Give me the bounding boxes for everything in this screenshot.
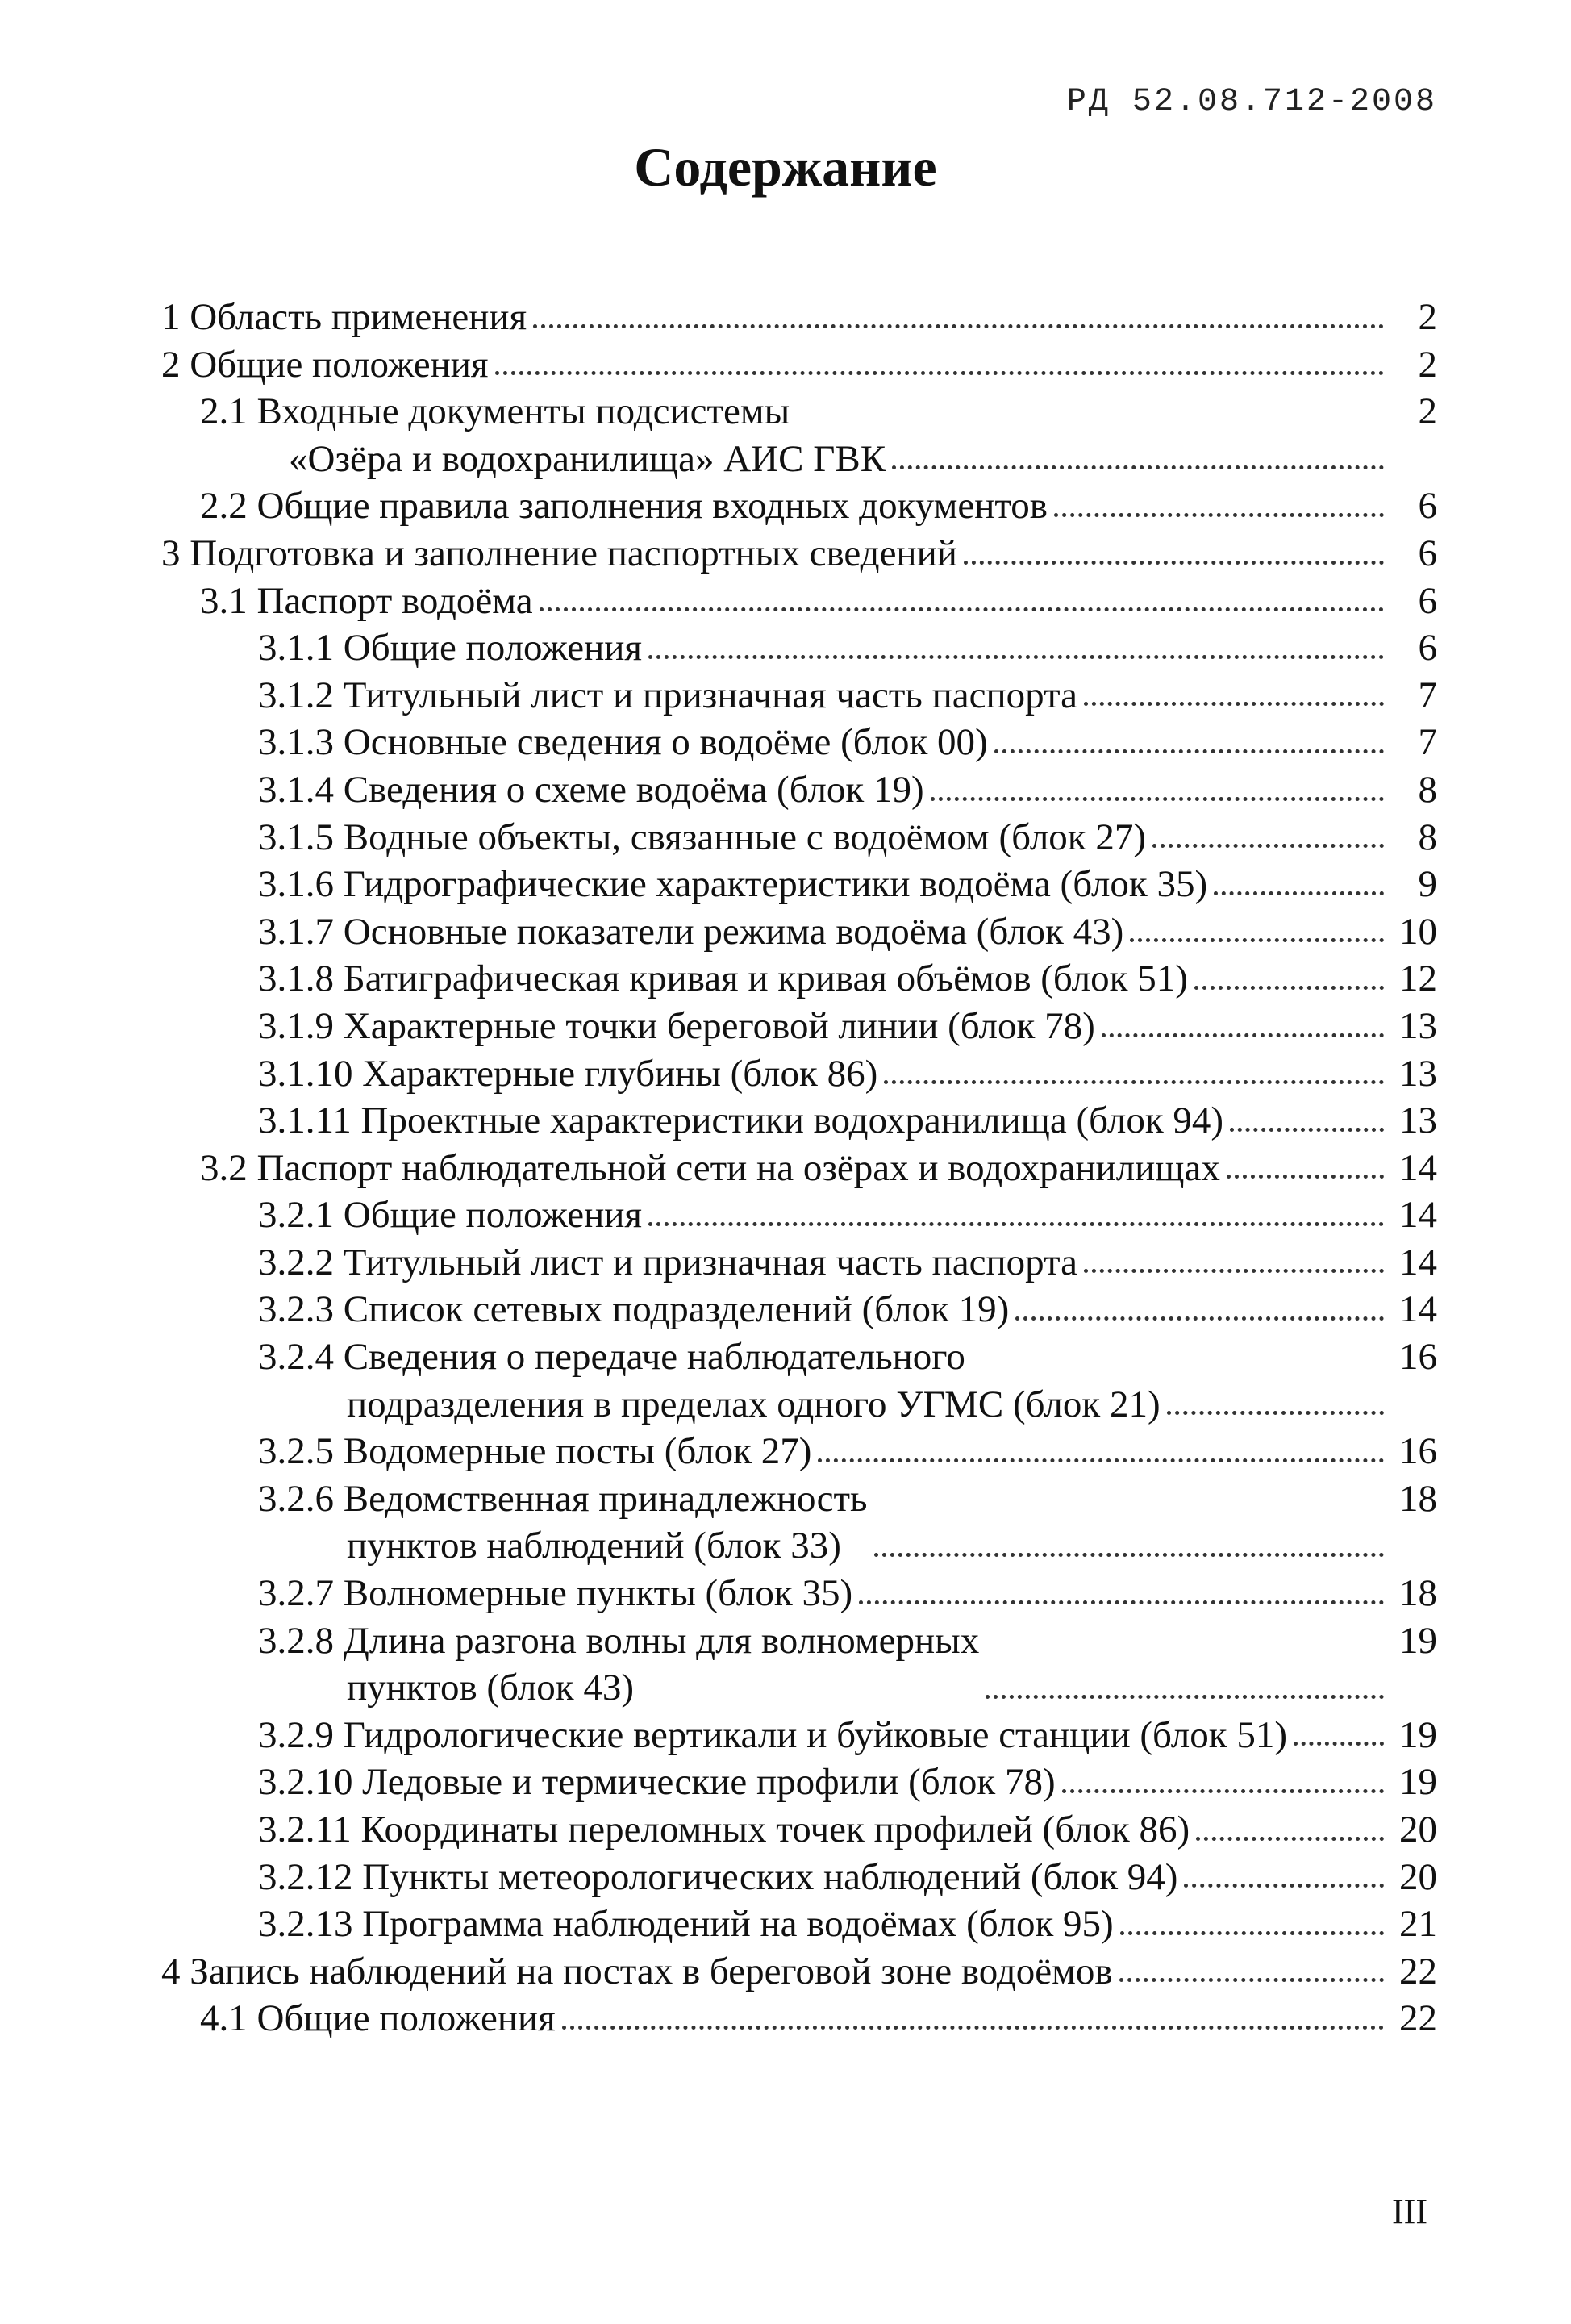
toc-entry-3-1-5[interactable] (161, 814, 1437, 862)
dot-leader (1194, 974, 1384, 990)
dot-leader (540, 596, 1384, 611)
dot-leader (1084, 1258, 1384, 1273)
toc-entry-label: 3.1.6 Гидрографические характеристики водоёма (блок 35) (258, 863, 1208, 906)
dot-leader (562, 2014, 1384, 2030)
toc-entry-3-2-13[interactable] (161, 1901, 1437, 1948)
toc-page-number: 12 (1399, 958, 1437, 1000)
toc-entry-label: 3.2.2 Титульный лист и призначная часть паспорта (258, 1241, 1077, 1283)
toc-page-number: 7 (1418, 721, 1437, 764)
toc-entry-3-1-9[interactable] (161, 1003, 1437, 1050)
toc-entry-3-1-3[interactable] (161, 719, 1437, 766)
toc-entry-label: 3.2.12 Пункты метеорологических наблюдений (блок 94) (258, 1855, 1178, 1898)
toc-page-number: 22 (1399, 1950, 1437, 1992)
toc-page-number: 6 (1418, 627, 1437, 670)
toc-entry-label: 3.1.9 Характерные точки береговой линии (блок 78) (258, 1004, 1095, 1047)
dot-leader (1130, 927, 1384, 942)
dot-leader (648, 1211, 1384, 1226)
toc-entry-label: 3.2.10 Ледовые и термические профили (блок 78) (258, 1761, 1056, 1804)
toc-entry-3-1-11[interactable] (161, 1097, 1437, 1145)
toc-entry-3-1-2[interactable] (161, 672, 1437, 720)
toc-page-number: 6 (1418, 579, 1437, 622)
dot-leader (1294, 1730, 1384, 1746)
toc-page-number: 6 (1418, 532, 1437, 574)
toc-page-number: 18 (1399, 1572, 1437, 1615)
dot-leader (1167, 1400, 1384, 1415)
toc-page-number: 14 (1399, 1241, 1437, 1283)
toc-entry-3-2[interactable] (161, 1145, 1437, 1192)
toc-page-number: 19 (1399, 1761, 1437, 1804)
toc-entry-3-2-7[interactable] (161, 1570, 1437, 1617)
toc-entry-label: 2.2 Общие правила заполнения входных документов (200, 485, 1048, 528)
toc-entry-label: 3.2.8 Длина разгона волны для волномерных пунктов (блок 43) (258, 1619, 980, 1709)
toc-entry-3-2-3[interactable] (161, 1286, 1437, 1333)
dot-leader (1102, 1022, 1384, 1037)
toc-entry-3-1-7[interactable] (161, 908, 1437, 956)
toc-entry-2-2[interactable] (161, 482, 1437, 530)
toc-entry-label: 4 Запись наблюдений на постах в береговой зоне водоёмов (161, 1950, 1113, 1992)
toc-entry-label: 3.1.5 Водные объекты, связанные с водоёмом (блок 27) (258, 816, 1147, 858)
toc-entry-3-1[interactable] (161, 578, 1437, 625)
dot-leader (1119, 1967, 1384, 1982)
toc-entry-label: 3.2.9 Гидрологические вертикали и буйковые станции (блок 51) (258, 1713, 1287, 1756)
dot-leader (874, 1542, 1385, 1557)
toc-page-number: 20 (1399, 1855, 1437, 1898)
toc-entry-label: 3.1.1 Общие положения (258, 627, 643, 670)
dot-leader (994, 738, 1384, 753)
dot-leader (859, 1589, 1384, 1604)
dot-leader (1214, 880, 1384, 895)
toc-page-number: 18 (1399, 1477, 1437, 1520)
dot-leader (1227, 1163, 1384, 1179)
toc-page-number: 19 (1399, 1713, 1437, 1756)
dot-leader (1230, 1116, 1384, 1132)
toc-page-number: 9 (1418, 863, 1437, 906)
dot-leader (1120, 1920, 1384, 1935)
dot-leader (1196, 1825, 1384, 1841)
toc-entry-3-2-2[interactable] (161, 1239, 1437, 1287)
toc-entry-label: 2 Общие положения (161, 343, 489, 386)
dot-leader (931, 786, 1384, 801)
dot-leader (1184, 1872, 1384, 1888)
toc-page-number: 16 (1399, 1430, 1437, 1473)
toc-entry-1[interactable] (161, 294, 1437, 341)
toc-entry-label: 3.1.7 Основные показатели режима водоёма (блок 43) (258, 910, 1124, 953)
toc-entry-label: 2.1 Входные документы подсистемы «Озёра и водохранилища» АИС ГВК (200, 390, 886, 480)
toc-page-number: 14 (1399, 1288, 1437, 1331)
toc-page-number: 10 (1399, 910, 1437, 953)
toc-page-number: 13 (1399, 1099, 1437, 1142)
toc-entry-label: 3.1.4 Сведения о схеме водоёма (блок 19) (258, 768, 924, 811)
toc-entry-label: 3.1.11 Проектные характеристики водохранилища (блок 94) (258, 1099, 1224, 1142)
toc-page-number: 16 (1399, 1336, 1437, 1379)
dot-leader (818, 1447, 1384, 1462)
toc-entry-label: 3.2 Паспорт наблюдательной сети на озёрах и водохранилищах (200, 1146, 1220, 1189)
toc-entry-2-1[interactable] (161, 388, 1437, 482)
toc-entry-label: 3.1.10 Характерные глубины (блок 86) (258, 1052, 878, 1095)
dot-leader (1062, 1778, 1384, 1793)
dot-leader (495, 360, 1384, 375)
toc-entry-label: 3.2.5 Водомерные посты (блок 27) (258, 1430, 812, 1473)
toc-page-number: 13 (1399, 1004, 1437, 1047)
table-of-contents (161, 294, 1437, 2042)
toc-entry-label: 3.1.8 Батиграфическая кривая и кривая объёмов (блок 51) (258, 958, 1188, 1000)
dot-leader (892, 454, 1384, 469)
toc-page-number: 20 (1399, 1809, 1437, 1850)
toc-entry-4[interactable] (161, 1948, 1437, 1996)
toc-page-number: 6 (1418, 485, 1437, 528)
toc-entry-3-1-4[interactable] (161, 766, 1437, 814)
toc-page-number: 14 (1399, 1194, 1437, 1237)
toc-entry-3-2-11[interactable] (161, 1806, 1437, 1854)
toc-entry-label: 4.1 Общие положения (200, 1997, 556, 2040)
toc-page-number: 2 (1418, 296, 1437, 338)
toc-entry-label: 3.2.4 Сведения о передаче наблюдательного подразделения в пределах одного УГМС (блок 21) (258, 1336, 1161, 1425)
toc-page-number: 8 (1418, 768, 1437, 811)
page-title: Содержание (634, 136, 937, 198)
toc-page-number: 13 (1399, 1052, 1437, 1095)
toc-entry-label: 3.1.3 Основные сведения о водоёме (блок 00) (258, 721, 988, 764)
toc-entry-2[interactable] (161, 341, 1437, 389)
toc-entry-3-2-5[interactable] (161, 1428, 1437, 1475)
toc-page-number: 8 (1418, 816, 1437, 858)
toc-entry-3-2-4[interactable] (161, 1333, 1437, 1428)
toc-entry-3-2-8[interactable] (161, 1617, 1437, 1712)
toc-entry-3-1-10[interactable] (161, 1050, 1437, 1098)
toc-entry-label: 3.2.3 Список сетевых подразделений (блок 19) (258, 1288, 1010, 1331)
toc-page-number: 14 (1399, 1146, 1437, 1189)
toc-entry-3-1-6[interactable] (161, 861, 1437, 908)
toc-page-number: 2 (1418, 343, 1437, 386)
document-code: РД 52.08.712-2008 (1066, 84, 1437, 120)
dot-leader (986, 1684, 1384, 1699)
dot-leader (1054, 502, 1384, 517)
toc-page-number: 19 (1399, 1619, 1437, 1662)
toc-entry-label: 3.2.6 Ведомственная принадлежность пунктов наблюдений (блок 33) (258, 1477, 868, 1567)
toc-entry-label: 3.2.7 Волномерные пункты (блок 35) (258, 1572, 853, 1615)
toc-entry-label: 3 Подготовка и заполнение паспортных сведений (161, 532, 957, 574)
toc-entry-4-1[interactable] (161, 1995, 1437, 2042)
toc-entry-label: 3.1.2 Титульный лист и призначная часть паспорта (258, 674, 1077, 716)
toc-entry-label: 3.2.11 Координаты переломных точек профилей (блок 86) (258, 1809, 1190, 1850)
dot-leader (1015, 1305, 1384, 1321)
toc-entry-3-2-12[interactable] (161, 1854, 1437, 1901)
dot-leader (1152, 832, 1384, 848)
toc-entry-3-2-1[interactable] (161, 1191, 1437, 1239)
toc-entry-3-2-6[interactable] (161, 1475, 1437, 1570)
dot-leader (533, 313, 1384, 328)
toc-entry-label: 1 Область применения (161, 296, 527, 338)
toc-page-number: 21 (1399, 1903, 1437, 1946)
toc-entry-label: 3.2.1 Общие положения (258, 1194, 643, 1237)
toc-entry-label: 3.1 Паспорт водоёма (200, 579, 533, 622)
toc-page-number: 7 (1418, 674, 1437, 716)
toc-entry-3-2-10[interactable] (161, 1759, 1437, 1806)
page-number: III (1392, 2192, 1427, 2231)
toc-entry-3[interactable] (161, 530, 1437, 578)
dot-leader (884, 1069, 1384, 1084)
toc-page-number: 2 (1418, 390, 1437, 433)
dot-leader (964, 549, 1384, 565)
toc-entry-3-1-1[interactable] (161, 624, 1437, 672)
toc-entry-label: 3.2.13 Программа наблюдений на водоёмах (блок 95) (258, 1903, 1114, 1946)
dot-leader (648, 644, 1384, 659)
toc-page-number: 22 (1399, 1997, 1437, 2040)
toc-entry-3-1-8[interactable] (161, 955, 1437, 1003)
dot-leader (1084, 691, 1384, 706)
toc-entry-3-2-9[interactable] (161, 1712, 1437, 1759)
